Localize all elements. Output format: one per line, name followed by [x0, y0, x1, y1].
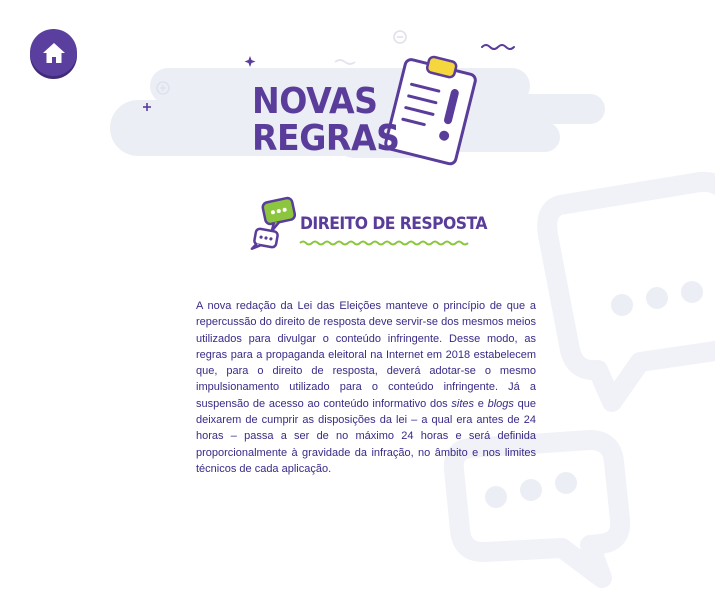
body-emphasis-sites: sites	[451, 397, 475, 410]
home-button[interactable]	[30, 29, 77, 76]
speech-bubbles-icon	[252, 197, 297, 253]
page-title-line1: NOVAS	[252, 81, 378, 122]
body-paragraph	[196, 298, 536, 477]
home-icon	[41, 41, 67, 65]
section-underline	[300, 242, 468, 245]
body-text-3: que deixarem de cumprir as disposições da lei – a qual era antes de 24 horas – passa a ser de no máximo 24 horas e será definida proporcionalmente à gravidade da infração, no âmbito e nos limites técnicos de cada aplicação.	[196, 397, 537, 475]
body-text-2: e	[474, 397, 488, 410]
body-emphasis-blogs: blogs	[487, 397, 514, 410]
page-title-line2: REGRAS	[252, 118, 400, 159]
page-title	[252, 81, 400, 159]
body-text-1: A nova redação da Lei das Eleições manteve o princípio de que a repercussão do direito de resposta deve servir-se dos mesmos meios utilizados para divulgar o conteúdo infringente. Desse modo, as regras para a propaganda eleitoral na Internet em 2018 estabelecem que, para o direito de resposta, deverá adotar-se o mesmo impulsionamento utilizado para o conteúdo infringente. Já a suspensão de acesso ao conteúdo informativo dos	[196, 300, 536, 410]
section-title: DIREITO DE RESPOSTA	[300, 214, 487, 234]
